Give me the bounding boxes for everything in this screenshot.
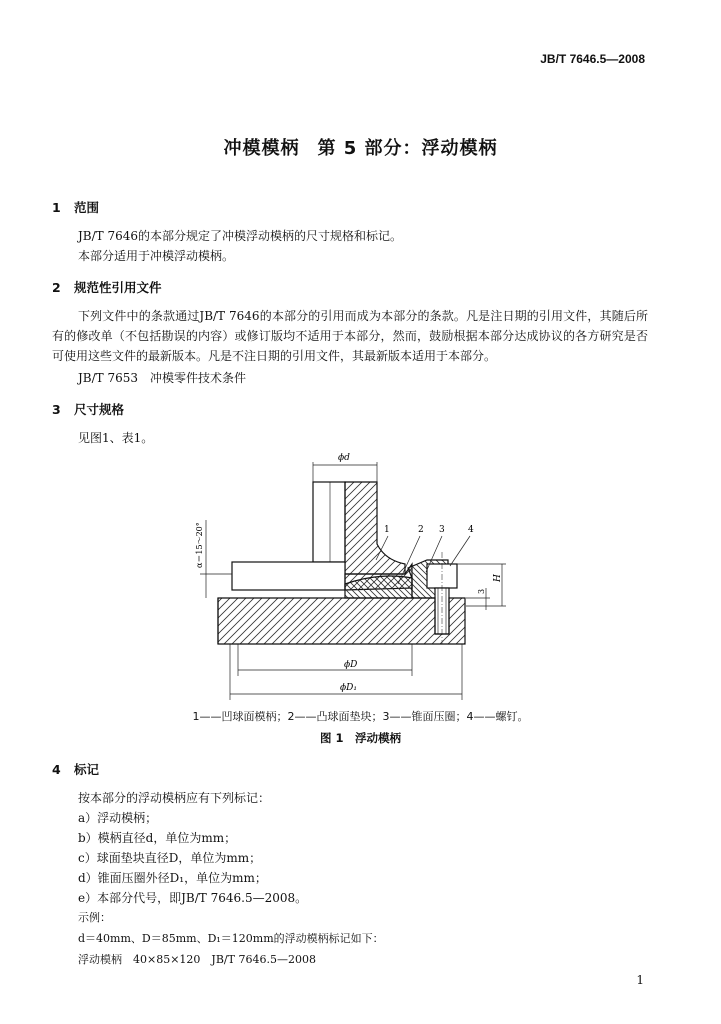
- section-4-heading: [52, 760, 99, 778]
- section-title: 范围: [74, 200, 100, 215]
- callout-2: 2: [418, 525, 424, 535]
- dimension-phi-D: [238, 644, 412, 676]
- figure-caption: 图 1 浮动模柄: [319, 731, 401, 745]
- section-title: 尺寸规格: [74, 402, 125, 417]
- normative-reference: [78, 368, 246, 388]
- section-1-heading: [52, 198, 99, 216]
- list-item: b）模柄直径d，单位为mm；: [78, 831, 237, 845]
- title-part-b: 第 5 部分：浮动模柄: [317, 138, 498, 159]
- section-number: 1: [52, 200, 61, 215]
- reference-code: JB/T 7653: [78, 371, 139, 385]
- callout-4: 4: [468, 525, 474, 535]
- figure-legend: 1——凹球面模柄；2——凸球面垫块；3——锥面压圈；4——螺钉。: [192, 710, 529, 723]
- dimension-angle: [195, 520, 232, 598]
- page-number: 1: [636, 973, 644, 987]
- list-item: d）锥面压圈外径D₁，单位为mm；: [78, 871, 267, 885]
- title-part-a: 冲模模柄: [223, 138, 300, 159]
- example-result: 浮动模柄 40×85×120 JB/T 7646.5—2008: [78, 953, 316, 966]
- section-2-heading: [52, 278, 162, 296]
- label-angle: α＝15～20°: [195, 522, 204, 568]
- section-title: 规范性引用文件: [74, 280, 162, 295]
- section-title: 标记: [74, 762, 100, 777]
- callout-1: 1: [384, 525, 390, 535]
- dimension-phi-d: [313, 453, 377, 482]
- label-phi-D1: ϕD₁: [340, 683, 357, 693]
- document-title: [0, 134, 721, 160]
- label-phi-D: ϕD: [344, 660, 358, 670]
- example-line: d＝40mm、D＝85mm、D₁＝120mm的浮动模柄标记如下：: [78, 932, 384, 945]
- base-plate: [218, 598, 465, 644]
- callout-3: 3: [439, 525, 445, 535]
- section-number: 2: [52, 280, 61, 295]
- label-h: H: [493, 574, 503, 582]
- label-three: 3: [477, 588, 486, 594]
- dimension-phi-D1: [230, 644, 462, 700]
- section-number: 4: [52, 762, 61, 777]
- section-2-paragraph: 下列文件中的条款通过JB/T 7646的本部分的引用而成为本部分的条款。凡是注日期的引用文件，其随后所有的修改单（不包括勘误的内容）或修订版均不适用于本部分，然而，鼓励根据本部分达成协议的各方研究是否可使用这些文件的最新版本。凡是不注日期的引用文件，其最新版本适用于本部分。: [52, 309, 648, 363]
- list-item: c）球面垫块直径D，单位为mm；: [78, 851, 262, 865]
- example-label: 示例：: [78, 911, 111, 924]
- section-1-line-2: 本部分适用于冲模浮动模柄。: [78, 249, 235, 263]
- floating-die-shank-drawing: [180, 448, 520, 703]
- section-number: 3: [52, 402, 61, 417]
- concave-ball-shank: [232, 482, 412, 590]
- list-item: a）浮动模柄；: [78, 811, 158, 825]
- list-item: e）本部分代号，即JB/T 7646.5—2008。: [78, 891, 308, 905]
- standard-code: JB/T 7646.5—2008: [540, 52, 645, 66]
- section-4-intro: 按本部分的浮动模柄应有下列标记：: [78, 791, 271, 805]
- section-3-heading: [52, 400, 124, 418]
- section-1-line-1: JB/T 7646的本部分规定了冲模浮动模柄的尺寸规格和标记。: [78, 229, 403, 243]
- label-phi-d: ϕd: [338, 453, 350, 463]
- section-3-text: 见图1、表1。: [78, 431, 154, 445]
- reference-title: 冲模零件技术条件: [150, 371, 247, 385]
